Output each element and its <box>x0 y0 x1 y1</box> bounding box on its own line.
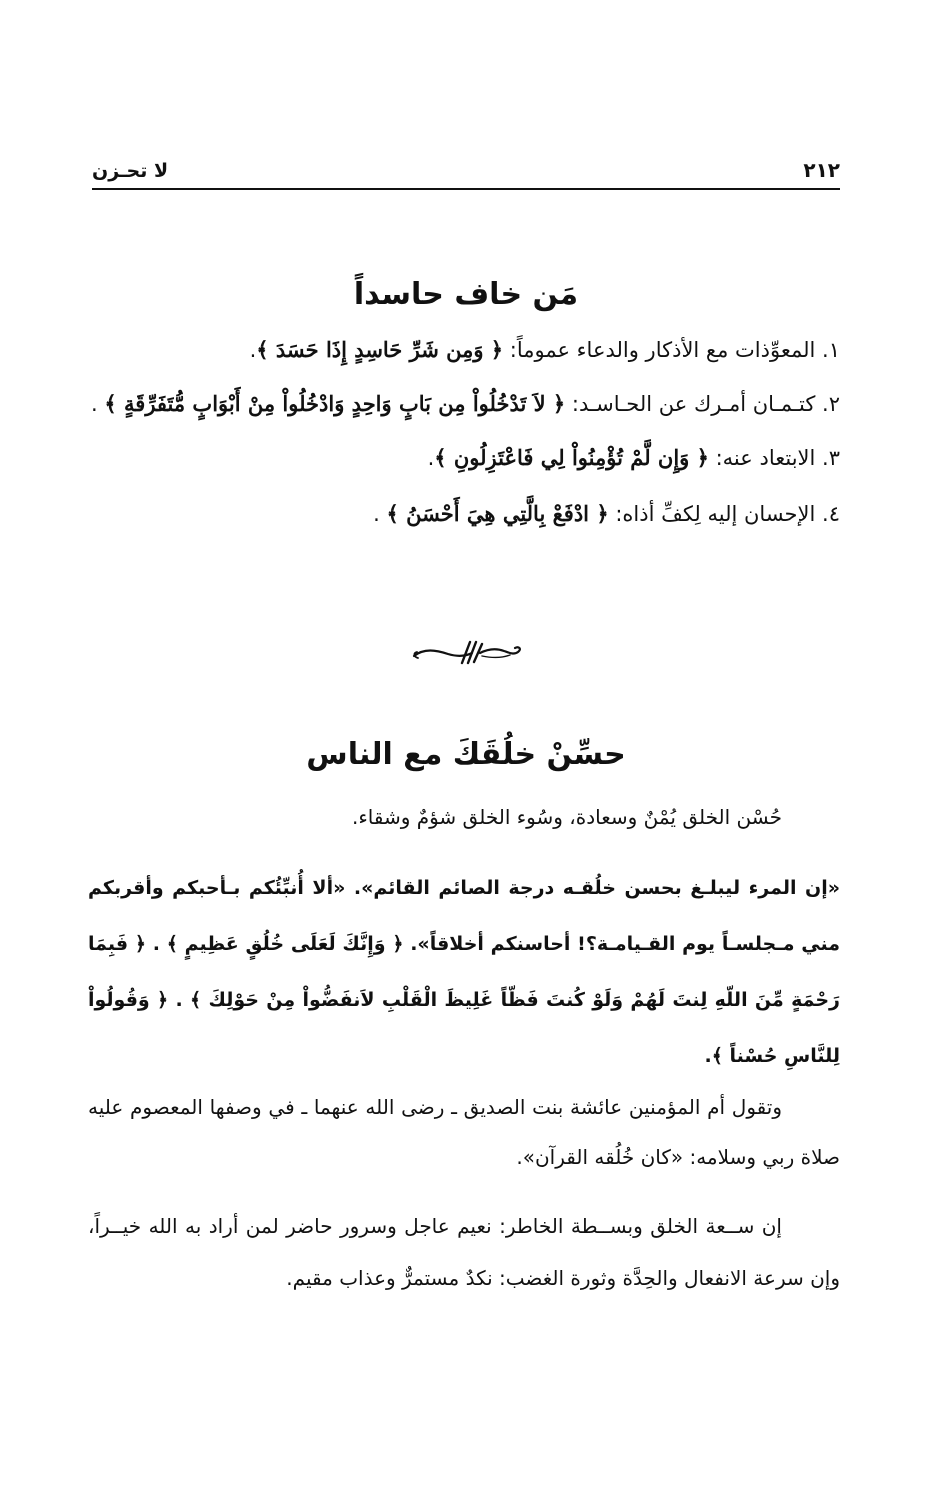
running-header <box>92 150 840 186</box>
list-item-number: ٤. <box>815 502 840 526</box>
list-item-end: . <box>373 502 387 526</box>
list-item-number: ١. <box>815 338 840 362</box>
quran-quote: ﴿ وَإِن لَّمْ تُؤْمِنُواْ لِي فَاعْتَزِلُونِ ﴾ <box>434 445 709 470</box>
list-item-text: الابتعاد عنه: <box>708 446 816 470</box>
ornament-divider-icon <box>410 638 525 668</box>
book-title: لا تحـزن <box>92 160 169 182</box>
list-item-end: . <box>91 392 105 416</box>
paragraph-1: حُسْن الخلق يُمْنٌ وسعادة، وسُوء الخلق شؤمٌ وشقاء. <box>351 805 782 829</box>
list-item-end: . <box>427 446 435 470</box>
section-title-envy: مَن خاف حاسداً <box>353 276 579 312</box>
header-rule <box>92 188 840 190</box>
quran-quote: ﴿ وَمِن شَرِّ حَاسِدٍ إِذَا حَسَدَ ﴾ <box>256 337 504 362</box>
quran-quote: ﴿ ادْفَعْ بِالَّتِي هِيَ أَحْسَنُ ﴾ <box>386 501 609 526</box>
list-item <box>88 486 840 542</box>
quran-quote: ﴿ لاَ تَدْخُلُواْ مِن بَابٍ وَاحِدٍ وَادْخُلُواْ مِنْ أَبْوَابٍ مُّتَفَرِّقَةٍ ﴾ <box>104 391 566 416</box>
list-item-number: ٣. <box>815 446 840 470</box>
page-number: ٢١٢ <box>803 158 840 182</box>
section-title-character: حسِّنْ خلُقَكَ مع الناس <box>306 736 626 772</box>
list-item <box>88 322 840 378</box>
paragraph-aisha: وتقول أم المؤمنين عائشة بنت الصديق ـ رضى الله عنهما ـ في وصفها المعصوم عليه صلاة ربي وسلامه: «كان خُلُقه القرآن». <box>88 1095 840 1169</box>
list-item-text: كتـمـان أمـرك عن الحـاسـد: <box>565 392 816 416</box>
list-item-text: الإحسان إليه لِكفِّ أذاه: <box>608 502 816 526</box>
paragraph-hadith: «إن المرء ليبلـغ بحسن خلُقـه درجة الصائم القائم». «ألا أُنبِّئُكم بـأحبكم وأقربكم مني مـجلسـاً يوم القـيامـة؟! أحاسنكم أخلاقاً». ﴿ وَإِنَّكَ لَعَلَى خُلُقٍ عَظِيمٍ ﴾ . ﴿ فَبِمَا رَحْمَةٍ مِّنَ اللّهِ لِنتَ لَهُمْ وَلَوْ كُنتَ فَظّاً غَلِيظَ الْقَلْبِ لاَنفَضُّواْ مِنْ حَوْلِكَ ﴾ . ﴿ وَقُولُواْ لِلنَّاسِ حُسْناً ﴾. <box>88 877 840 1067</box>
list-item <box>88 378 840 430</box>
paragraph-closing: إن ســعة الخلق وبســطة الخاطر: نعيم عاجل وسرور حاضر لمن أراد به الله خيــراً، وإن سرعة الانفعال والحِدَّة وثورة الغضب: نكدٌ مستمرٌّ وعذاب مقيم. <box>88 1214 840 1290</box>
list-item-text: المعوِّذات مع الأذكار والدعاء عموماً: <box>503 338 816 362</box>
list-item-end: . <box>249 338 257 362</box>
envy-remedies-list <box>88 322 840 542</box>
list-item-number: ٢. <box>815 392 840 416</box>
list-item <box>88 430 840 486</box>
